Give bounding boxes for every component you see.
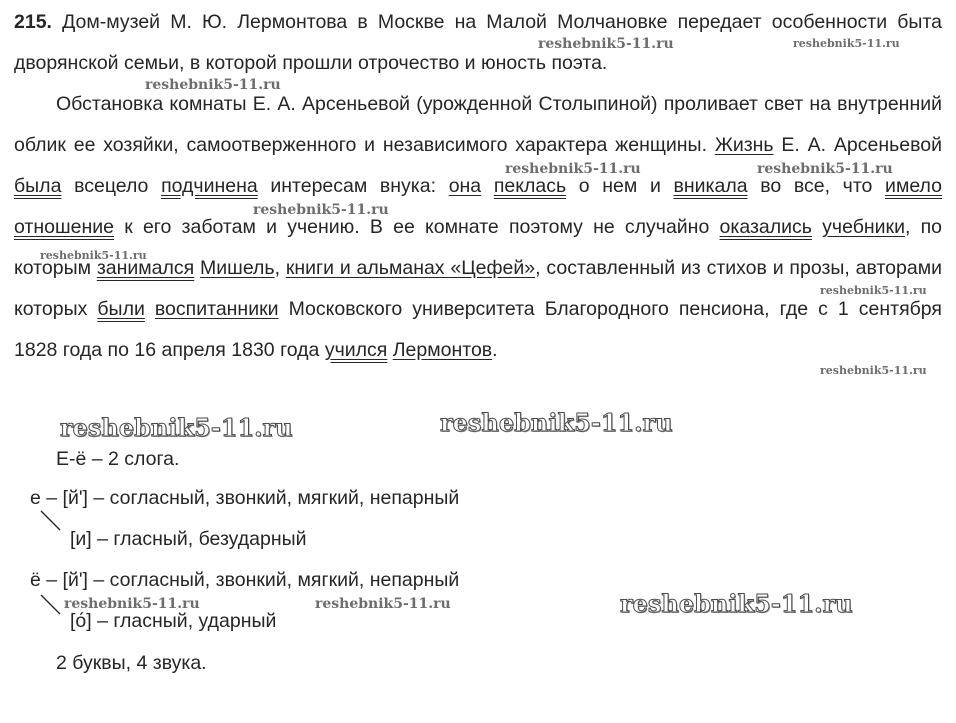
watermark: reshebnik5-11.ru <box>440 408 673 437</box>
text-fragment: Московского университета Благородного пенсиона, где с 1 сентября 1828 года по 16 апреля 1830 года <box>14 298 942 361</box>
text-fragment: . <box>492 339 498 361</box>
branch-line <box>40 594 62 616</box>
text-fragment: Обстановка комнаты Е. А. Арсеньевой (урожденной Столыпиной) проливает свет на внутренний облик ее хозяйки, самоотверженного и независимого характера женщины. <box>14 93 942 156</box>
subject-underline: книги и альманах «Цефей» <box>285 257 536 279</box>
watermark: reshebnik5-11.ru <box>60 413 293 442</box>
predicate-underline: была <box>14 175 62 197</box>
subject-underline: Жизнь <box>714 134 774 156</box>
letter-e-consonant: е – [й'] – согласный, звонкий, мягкий, непарный <box>30 487 460 509</box>
text-fragment: Дом-музей М. Ю. Лермонтова в Москве на Малой Молчановке передает особенности быта дворянской семьи, в которой прошли отрочество и юность поэта. <box>14 11 942 74</box>
predicate-underline: пеклась <box>493 175 567 197</box>
watermark: reshebnik5-11.ru <box>505 161 641 177</box>
watermark: reshebnik5-11.ru <box>315 596 451 612</box>
subject-underline: она <box>448 175 482 197</box>
text-fragment: , <box>274 257 286 279</box>
predicate-underline: имело отношение <box>14 175 942 238</box>
watermark: reshebnik5-11.ru <box>820 364 927 377</box>
letters-sounds-summary: 2 буквы, 4 звука. <box>56 652 207 674</box>
syllables-line: Е-ё – 2 слога. <box>56 448 180 470</box>
watermark: reshebnik5-11.ru <box>253 202 389 218</box>
text-fragment: о нем и <box>566 175 674 197</box>
watermark: reshebnik5-11.ru <box>757 161 893 177</box>
watermark: reshebnik5-11.ru <box>40 249 147 262</box>
predicate-underline: учился <box>324 339 388 361</box>
watermark: reshebnik5-11.ru <box>64 596 200 612</box>
letter-yo-vowel: [о́] – гласный, ударный <box>70 610 277 632</box>
text-fragment: интересам внука: <box>257 175 449 197</box>
subject-underline: воспитанники <box>154 298 279 320</box>
subject-underline: Лермонтов <box>392 339 493 361</box>
watermark: reshebnik5-11.ru <box>620 589 853 618</box>
predicate-underline: были <box>97 298 145 320</box>
text-fragment <box>481 175 494 197</box>
branch-line <box>40 510 62 532</box>
text-fragment: , составленный из стихов и прозы, авторами которых <box>14 257 942 320</box>
text-fragment <box>145 298 155 320</box>
text-fragment: к его заботам и учению. В ее комнате поэтому не случайно <box>113 216 720 238</box>
predicate-underline: оказались <box>719 216 812 238</box>
predicate-underline: вникала <box>673 175 748 197</box>
text-fragment: Е. А. Арсеньевой <box>773 134 942 156</box>
predicate-underline: занимался <box>96 257 195 279</box>
watermark: reshebnik5-11.ru <box>538 36 674 52</box>
exercise-paragraph-2 <box>14 84 942 371</box>
subject-underline: Мишель <box>200 257 275 279</box>
watermark: reshebnik5-11.ru <box>793 37 900 50</box>
letter-yo-consonant: ё – [й'] – согласный, звонкий, мягкий, непарный <box>30 569 460 591</box>
subject-underline: учебники <box>822 216 905 238</box>
text-fragment: , по которым <box>14 216 943 279</box>
watermark: reshebnik5-11.ru <box>145 77 281 93</box>
text-fragment: во все, что <box>747 175 886 197</box>
exercise-number: 215. <box>14 11 52 33</box>
watermark: reshebnik5-11.ru <box>820 284 927 297</box>
text-fragment: всецело <box>61 175 162 197</box>
letter-e-vowel: [и] – гласный, безударный <box>70 528 307 550</box>
text-fragment <box>812 216 822 238</box>
predicate-underline: подчинена <box>161 175 258 197</box>
